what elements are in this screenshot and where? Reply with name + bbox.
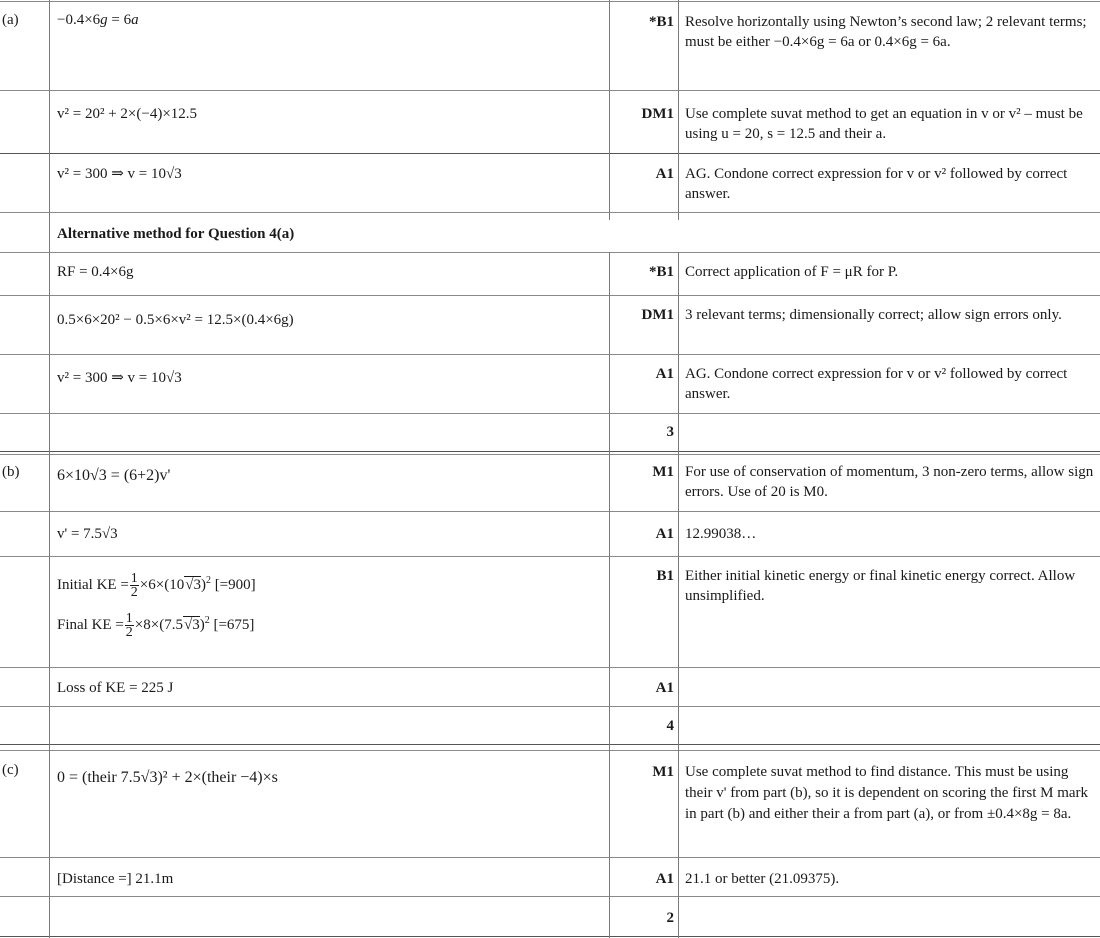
- working-b-3: [57, 570, 256, 640]
- row-border: [0, 750, 1100, 751]
- column-border: [678, 252, 679, 938]
- mark-a-3: A1: [655, 166, 674, 182]
- column-border: [609, 252, 610, 938]
- initial-ke-line: Initial KE = $\frac{1}{2}$ $\times 6\times(10√3)^2$ [=900]: [57, 571, 256, 601]
- row-border: [0, 896, 1100, 897]
- row-border: [0, 511, 1100, 512]
- mark-a-2: DM1: [641, 106, 674, 122]
- column-border: [609, 0, 610, 220]
- mark-a-alt-3: A1: [655, 366, 674, 382]
- working-a-2: v² = 20² + 2×(−4)×12.5: [57, 106, 198, 122]
- row-border: [0, 857, 1100, 858]
- row-border: [0, 295, 1100, 296]
- note-a-alt-2: 3 relevant terms; dimensionally correct; allow sign errors only.: [685, 307, 1062, 323]
- total-c: 2: [666, 910, 674, 926]
- part-label-b: (b): [2, 464, 20, 480]
- row-border: [0, 153, 1100, 154]
- note-a-alt-1: Correct application of F = μR for P.: [685, 264, 899, 280]
- note-a-alt-3: AG. Condone correct expression for v or v² followed by correct answer.: [685, 366, 1068, 402]
- row-border: [0, 252, 1100, 253]
- working-c-2: [Distance =] 21.1m: [57, 871, 174, 887]
- mark-a-1: *B1: [648, 14, 674, 30]
- note-b-2: 12.99038…: [685, 526, 757, 542]
- row-border: [0, 454, 1100, 455]
- working-c-1: 0 = (their 7.5√3)² + 2×(their −4)×s: [57, 769, 278, 786]
- working-b-2: v' = 7.5√3: [57, 526, 118, 542]
- working-a-alt-1: RF = 0.4×6g: [57, 264, 134, 280]
- note-c-2: 21.1 or better (21.09375).: [685, 871, 840, 887]
- alternative-method-heading: Alternative method for Question 4(a): [57, 226, 295, 242]
- row-border: [0, 212, 1100, 213]
- sqrt-symbol: √3: [183, 617, 200, 633]
- note-a-2: Use complete suvat method to get an equation in v or v² – must be using u = 20, s = 12.5 and their a.: [685, 106, 1083, 142]
- working-a-3: v² = 300 ⇒ v = 10√3: [57, 166, 182, 182]
- mark-c-1: M1: [652, 764, 674, 780]
- column-border: [49, 0, 50, 938]
- row-border: [0, 90, 1100, 91]
- note-a-3: AG. Condone correct expression for v or v² followed by correct answer.: [685, 166, 1068, 202]
- total-b: 4: [666, 718, 674, 734]
- working-b-1: 6×10√3 = (6+2)v': [57, 467, 171, 484]
- row-border: [0, 451, 1100, 452]
- working-b-4: Loss of KE = 225 J: [57, 680, 174, 696]
- column-border: [678, 0, 679, 220]
- sqrt-symbol: √3: [185, 577, 201, 593]
- mark-a-alt-1: *B1: [648, 264, 674, 280]
- row-border: [0, 936, 1100, 937]
- note-a-1: Resolve horizontally using Newton’s second law; 2 relevant terms; must be either −0.4×6g = 6a or 0.4×6g = 6a.: [685, 14, 1087, 50]
- fraction-half: $\frac{1}{2}$: [130, 571, 138, 601]
- note-b-3: Either initial kinetic energy or final kinetic energy correct. Allow unsimplified.: [685, 568, 1076, 604]
- mark-a-alt-2: DM1: [641, 307, 674, 323]
- row-border: [0, 556, 1100, 557]
- mark-b-3: B1: [656, 568, 674, 584]
- row-border: [0, 706, 1100, 707]
- part-label-a: (a): [2, 12, 19, 28]
- mark-b-2: A1: [655, 526, 674, 542]
- mark-b-1: M1: [652, 464, 674, 480]
- row-border: [0, 667, 1100, 668]
- note-c-1: Use complete suvat method to find distance. This must be using their v' from part (b), so it is dependent on scoring the first M mark in part (b) and either their a from part (a), or from ±0.4×8g = 8a.: [685, 764, 1089, 822]
- mark-c-2: A1: [655, 871, 674, 887]
- row-border: [0, 354, 1100, 355]
- part-label-c: (c): [2, 762, 19, 778]
- row-border: [0, 744, 1100, 745]
- working-a-alt-3: v² = 300 ⇒ v = 10√3: [57, 370, 182, 386]
- note-b-1: For use of conservation of momentum, 3 non-zero terms, allow sign errors. Use of 20 is M0.: [685, 464, 1094, 500]
- working-a-1: −0.4×6g = 6a: [57, 12, 139, 28]
- fraction-half: $\frac{1}{2}$: [125, 611, 133, 641]
- row-border: [0, 1, 1100, 2]
- row-border: [0, 413, 1100, 414]
- working-a-alt-2: 0.5×6×20² − 0.5×6×v² = 12.5×(0.4×6g): [57, 312, 294, 328]
- final-ke-line: Final KE = $\frac{1}{2}$ $\times 8\times(7.5√3)^2$ [=675]: [57, 611, 255, 641]
- total-a: 3: [666, 424, 674, 440]
- mark-b-4: A1: [655, 680, 674, 696]
